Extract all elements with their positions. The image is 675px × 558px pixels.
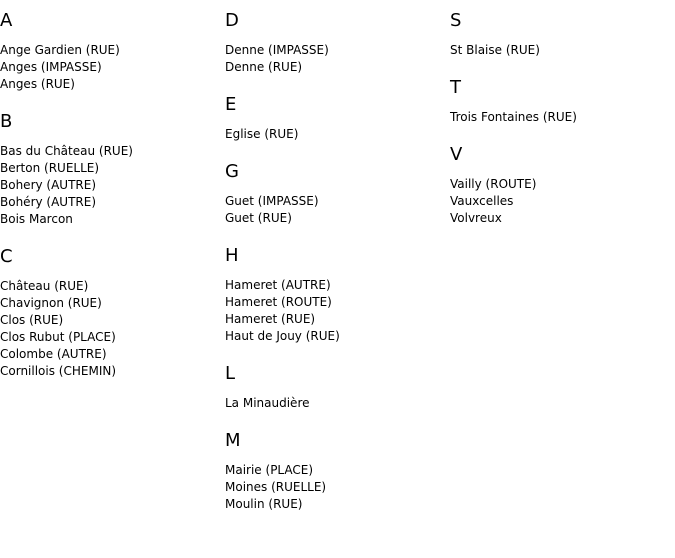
directory-column (225, 10, 447, 531)
street-link[interactable]: Anges (RUE) (0, 77, 75, 91)
section-letter-heading: T (450, 77, 461, 98)
section-letter-heading: A (0, 10, 13, 31)
section-letter-heading: B (0, 111, 13, 132)
letter-section (225, 161, 447, 227)
street-link[interactable]: Anges (IMPASSE) (0, 60, 102, 74)
street-link[interactable]: Mairie (PLACE) (225, 463, 314, 477)
street-link[interactable]: La Minaudière (225, 396, 310, 410)
street-link[interactable]: Vailly (ROUTE) (450, 177, 537, 191)
street-link[interactable]: Berton (RUELLE) (0, 161, 100, 175)
letter-section (225, 363, 447, 412)
section-letter-heading: E (225, 94, 237, 115)
letter-section (0, 10, 222, 93)
letter-section (450, 77, 672, 126)
street-link[interactable]: Hameret (ROUTE) (225, 295, 332, 309)
street-link[interactable]: Clos Rubut (PLACE) (0, 330, 116, 344)
section-letter-heading: L (225, 363, 236, 384)
street-link[interactable]: Cornillois (CHEMIN) (0, 364, 117, 378)
street-link[interactable]: Bois Marcon (0, 212, 73, 226)
street-link[interactable]: Denne (RUE) (225, 60, 303, 74)
section-letter-heading: M (225, 430, 241, 451)
street-link[interactable]: Bohéry (AUTRE) (0, 195, 97, 209)
directory-column (0, 10, 222, 398)
street-link[interactable]: Haut de Jouy (RUE) (225, 329, 340, 343)
letter-section (0, 111, 222, 228)
street-link[interactable]: Ange Gardien (RUE) (0, 43, 120, 57)
letter-section (225, 430, 447, 513)
street-link[interactable]: Colombe (AUTRE) (0, 347, 107, 361)
street-link[interactable]: Trois Fontaines (RUE) (450, 110, 577, 124)
street-link[interactable]: Moulin (RUE) (225, 497, 303, 511)
section-letter-heading: S (450, 10, 462, 31)
section-letter-heading: D (225, 10, 239, 31)
section-letter-heading: G (225, 161, 239, 182)
section-letter-heading: V (450, 144, 463, 165)
section-letter-heading: C (0, 246, 13, 267)
street-link[interactable]: Vauxcelles (450, 194, 514, 208)
street-link[interactable]: Guet (IMPASSE) (225, 194, 319, 208)
street-link[interactable]: Bohery (AUTRE) (0, 178, 97, 192)
letter-section (0, 246, 222, 380)
street-link[interactable]: St Blaise (RUE) (450, 43, 540, 57)
street-link[interactable]: Chavignon (RUE) (0, 296, 102, 310)
street-link[interactable]: Hameret (RUE) (225, 312, 316, 326)
street-link[interactable]: Hameret (AUTRE) (225, 278, 331, 292)
street-link[interactable]: Moines (RUELLE) (225, 480, 327, 494)
letter-section (225, 245, 447, 345)
letter-section (450, 144, 672, 227)
street-link[interactable]: Eglise (RUE) (225, 127, 299, 141)
letter-section (450, 10, 672, 59)
letter-section (225, 10, 447, 76)
letter-section (225, 94, 447, 143)
section-letter-heading: H (225, 245, 239, 266)
street-link[interactable]: Clos (RUE) (0, 313, 64, 327)
directory-column (450, 10, 672, 245)
street-link[interactable]: Guet (RUE) (225, 211, 292, 225)
street-link[interactable]: Château (RUE) (0, 279, 89, 293)
street-link[interactable]: Bas du Château (RUE) (0, 144, 133, 158)
street-link[interactable]: Denne (IMPASSE) (225, 43, 329, 57)
street-link[interactable]: Volvreux (450, 211, 502, 225)
